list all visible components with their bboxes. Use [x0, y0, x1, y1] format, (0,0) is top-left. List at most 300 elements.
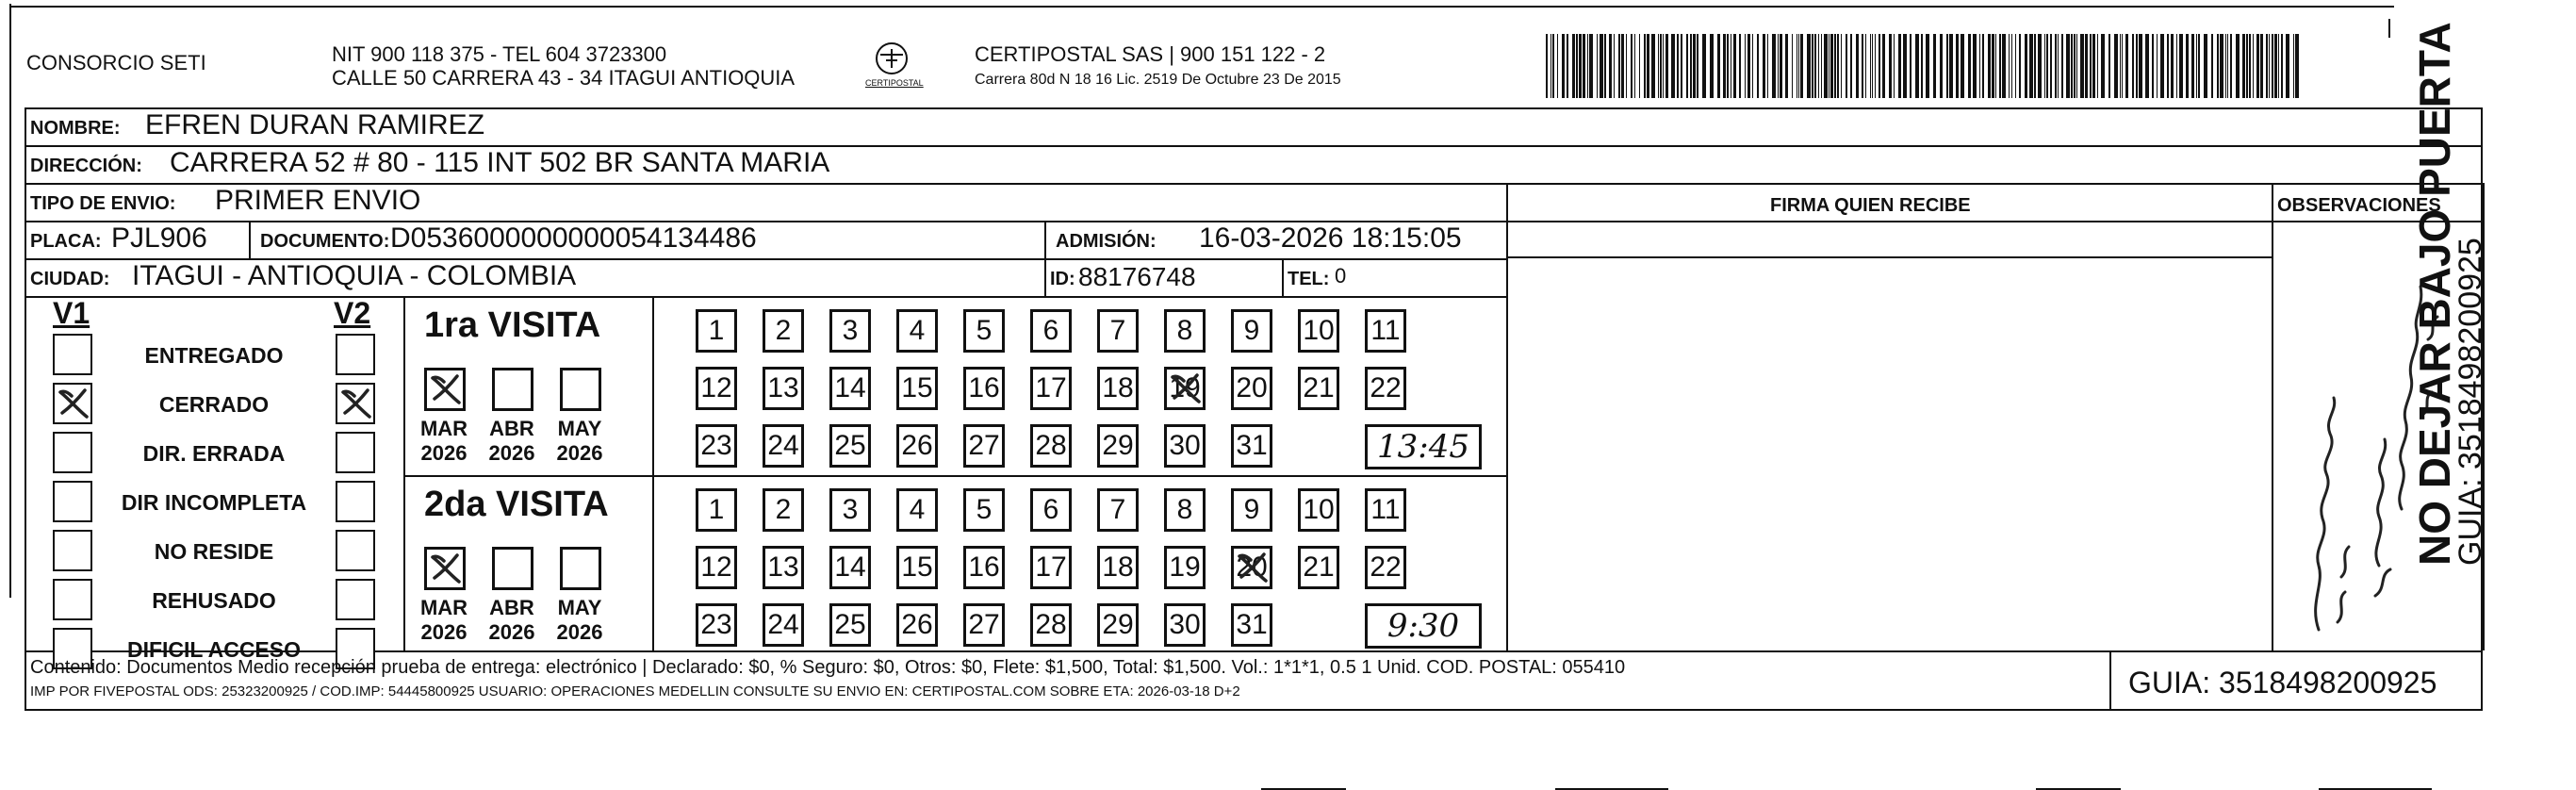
- barcode-bar: [1733, 34, 1736, 98]
- month-checkbox[interactable]: [560, 547, 601, 590]
- day-number: 4: [909, 315, 926, 346]
- barcode: [1546, 34, 2300, 98]
- day-number: 25: [834, 430, 866, 461]
- pen-x-mark: [55, 385, 92, 422]
- barcode-bar: [1600, 34, 1603, 98]
- id-label: ID:: [1050, 269, 1075, 289]
- barcode-bar: [2286, 34, 2289, 98]
- top-edge-line: [9, 6, 2394, 8]
- day-number: 21: [1303, 551, 1335, 583]
- status-checkbox-v2[interactable]: [336, 579, 375, 620]
- barcode-bar: [1870, 34, 1871, 98]
- day-cell[interactable]: [829, 546, 871, 589]
- certipostal-logo: [858, 40, 926, 96]
- row-line: [1506, 256, 2272, 258]
- col-line: [652, 296, 654, 650]
- day-number: 14: [834, 372, 866, 403]
- firma-header: FIRMA QUIEN RECIBE: [1770, 195, 1971, 216]
- day-cell[interactable]: [696, 546, 737, 589]
- month-checkbox[interactable]: [492, 547, 533, 590]
- barcode-bar: [1818, 34, 1819, 98]
- day-cell[interactable]: [1097, 488, 1139, 532]
- direccion-label: DIRECCIÓN:: [30, 156, 142, 176]
- day-number: 12: [700, 372, 732, 403]
- day-cell[interactable]: [1030, 367, 1072, 410]
- barcode-bar: [1589, 34, 1593, 98]
- barcode-bar: [2204, 34, 2207, 98]
- barcode-bar: [2160, 34, 2164, 98]
- barcode-bar: [1856, 34, 1859, 98]
- time-value: 9:30: [1386, 607, 1460, 645]
- col-line: [249, 221, 251, 258]
- status-checkbox-v2[interactable]: [336, 481, 375, 522]
- observaciones-header: OBSERVACIONES: [2277, 195, 2441, 216]
- day-cell[interactable]: [963, 488, 1005, 532]
- barcode-bar: [1557, 34, 1558, 98]
- barcode-bar: [1780, 34, 1782, 98]
- day-number: 10: [1303, 494, 1335, 525]
- day-number: 20: [1236, 551, 1268, 583]
- barcode-bar: [2186, 34, 2189, 98]
- year-label: 2026: [488, 620, 535, 644]
- month-label: ABR: [489, 596, 534, 619]
- day-cell[interactable]: [696, 488, 737, 532]
- status-checkbox-v1[interactable]: [53, 432, 92, 473]
- month-label: MAR: [419, 417, 468, 440]
- day-cell[interactable]: [1231, 424, 1272, 468]
- barcode-bar: [2198, 34, 2200, 98]
- month-label: MAR: [419, 596, 468, 619]
- day-number: 29: [1102, 609, 1134, 640]
- day-cell[interactable]: [829, 367, 871, 410]
- day-cell[interactable]: [896, 488, 938, 532]
- day-cell[interactable]: [963, 367, 1005, 410]
- barcode-bar: [1717, 34, 1720, 98]
- barcode-bar: [1850, 34, 1852, 98]
- barcode-bar: [1702, 34, 1706, 98]
- barcode-bar: [1686, 34, 1688, 98]
- day-cell[interactable]: [1298, 488, 1339, 532]
- day-cell[interactable]: [1030, 546, 1072, 589]
- day-number: 22: [1370, 372, 1402, 403]
- barcode-bar: [2029, 34, 2033, 98]
- month-checkbox[interactable]: [560, 368, 601, 411]
- v1-label: V1: [53, 296, 90, 330]
- day-number: 13: [767, 372, 799, 403]
- status-checkbox-v1[interactable]: [53, 530, 92, 571]
- day-cell[interactable]: [763, 367, 804, 410]
- status-label: DIFICIL ACCESO: [126, 637, 301, 662]
- visit1-time-box[interactable]: [1365, 424, 1482, 469]
- day-number: 18: [1102, 551, 1134, 583]
- barcode-bar: [1940, 34, 1943, 98]
- barcode-bar: [2076, 34, 2077, 98]
- barcode-bar: [1697, 34, 1698, 98]
- barcode-bar: [1587, 34, 1588, 98]
- col-line: [2272, 183, 2273, 650]
- day-number: 22: [1370, 551, 1402, 583]
- day-number: 4: [909, 494, 926, 525]
- barcode-bar: [2011, 34, 2012, 98]
- day-cell[interactable]: [763, 488, 804, 532]
- day-cell[interactable]: [763, 546, 804, 589]
- status-checkbox-v2[interactable]: [336, 530, 375, 571]
- day-cell[interactable]: [763, 603, 804, 647]
- day-number: 7: [1109, 494, 1126, 525]
- barcode-bar: [1546, 34, 1548, 98]
- barcode-bar: [2125, 34, 2128, 98]
- barcode-bar: [1992, 34, 1994, 98]
- barcode-bar: [2132, 34, 2134, 98]
- visit-divider: [403, 475, 1506, 477]
- day-cell[interactable]: [1231, 367, 1272, 410]
- day-number: 24: [767, 609, 799, 640]
- day-number: 27: [968, 430, 1000, 461]
- day-cell[interactable]: [696, 424, 737, 468]
- day-number: 15: [901, 551, 933, 583]
- day-cell[interactable]: [1365, 367, 1406, 410]
- status-checkbox-v2[interactable]: [336, 432, 375, 473]
- day-cell[interactable]: [829, 309, 871, 353]
- barcode-bar: [1898, 34, 1901, 98]
- barcode-bar: [1875, 34, 1876, 98]
- day-number: 2: [775, 494, 792, 525]
- col-line: [403, 296, 405, 650]
- day-number: 15: [901, 372, 933, 403]
- day-cell[interactable]: [1231, 488, 1272, 532]
- barcode-bar: [1745, 34, 1746, 98]
- barcode-bar: [1727, 34, 1729, 98]
- barcode-bar: [2281, 34, 2283, 98]
- day-cell[interactable]: [1030, 424, 1072, 468]
- day-cell[interactable]: [1030, 603, 1072, 647]
- barcode-bar: [2191, 34, 2194, 98]
- barcode-bar: [1572, 34, 1575, 98]
- barcode-bar: [1872, 34, 1873, 98]
- barcode-bar: [2230, 34, 2232, 98]
- carrier-line-1: CERTIPOSTAL SAS | 900 151 122 - 2: [975, 42, 1326, 66]
- barcode-bar: [2108, 34, 2110, 98]
- day-cell[interactable]: [696, 367, 737, 410]
- barcode-bar: [1693, 34, 1696, 98]
- barcode-bar: [2152, 34, 2154, 98]
- day-number: 5: [976, 315, 993, 346]
- year-label: 2026: [420, 441, 468, 465]
- footer-line-2: IMP POR FIVEPOSTAL ODS: 25323200925 / COD.IMP: 54445800925 USUARIO: OPERACIONES MEDELLIN CONSULTE SU ENVIO EN: CERTIPOSTAL.COM SOBRE ETA: 2026-03-18 D+2: [30, 683, 1240, 699]
- status-checkbox-v2[interactable]: [336, 383, 375, 424]
- day-cell[interactable]: [763, 424, 804, 468]
- barcode-bar: [1982, 34, 1984, 98]
- side-notice: NO DEJAR BAJO PUERTA: [2410, 22, 2459, 566]
- ciudad-value: ITAGUI - ANTIOQUIA - COLOMBIA: [132, 260, 577, 291]
- barcode-bar: [2061, 34, 2063, 98]
- day-cell[interactable]: [896, 603, 938, 647]
- year-label: 2026: [488, 441, 535, 465]
- barcode-bar: [1665, 34, 1668, 98]
- barcode-bar: [1618, 34, 1620, 98]
- day-cell[interactable]: [1365, 488, 1406, 532]
- barcode-bar: [1973, 34, 1977, 98]
- barcode-bar: [2253, 34, 2254, 98]
- barcode-bar: [1933, 34, 1936, 98]
- day-number: 17: [1035, 372, 1067, 403]
- barcode-bar: [1830, 34, 1833, 98]
- day-cell[interactable]: [1365, 309, 1406, 353]
- barcode-bar: [1968, 34, 1971, 98]
- barcode-bar: [2074, 34, 2076, 98]
- status-checkbox-v1[interactable]: [53, 383, 92, 424]
- barcode-bar: [1767, 34, 1768, 98]
- month-checkbox[interactable]: [492, 368, 533, 411]
- barcode-bar: [2246, 34, 2248, 98]
- barcode-bar: [1604, 34, 1606, 98]
- barcode-bar: [1915, 34, 1919, 98]
- barcode-bar: [1626, 34, 1627, 98]
- day-cell[interactable]: [963, 424, 1005, 468]
- day-cell[interactable]: [1097, 546, 1139, 589]
- day-number: 31: [1236, 609, 1268, 640]
- status-label: ENTREGADO: [144, 343, 284, 368]
- day-cell[interactable]: [1097, 309, 1139, 353]
- visit2-time-box[interactable]: [1365, 603, 1482, 649]
- day-cell[interactable]: [829, 488, 871, 532]
- day-number: 13: [767, 551, 799, 583]
- barcode-bar: [1579, 34, 1582, 98]
- barcode-bar: [1792, 34, 1793, 98]
- barcode-bar: [1747, 34, 1750, 98]
- barcode-bar: [1946, 34, 1948, 98]
- barcode-bar: [1949, 34, 1953, 98]
- month-label: MAY: [557, 417, 602, 440]
- day-cell[interactable]: [1164, 546, 1206, 589]
- barcode-bar: [1634, 34, 1635, 98]
- col-line: [2109, 650, 2111, 711]
- barcode-bar: [1614, 34, 1615, 98]
- barcode-bar: [2015, 34, 2016, 98]
- company-name: CONSORCIO SETI: [26, 51, 206, 74]
- barcode-bar: [1812, 34, 1813, 98]
- day-number: 23: [700, 430, 732, 461]
- barcode-bar: [2171, 34, 2174, 98]
- month-checkbox[interactable]: [424, 547, 466, 590]
- day-cell[interactable]: [1164, 488, 1206, 532]
- barcode-bar: [2266, 34, 2268, 98]
- pen-x-mark: [1234, 549, 1272, 586]
- day-cell[interactable]: [1298, 367, 1339, 410]
- barcode-bar: [2092, 34, 2095, 98]
- day-cell[interactable]: [1231, 309, 1272, 353]
- barcode-bar: [1837, 34, 1839, 98]
- day-cell[interactable]: [963, 546, 1005, 589]
- day-cell[interactable]: [763, 309, 804, 353]
- barcode-bar: [1889, 34, 1892, 98]
- barcode-bar: [2066, 34, 2070, 98]
- barcode-bar: [1677, 34, 1679, 98]
- day-cell[interactable]: [1231, 546, 1272, 589]
- day-cell[interactable]: [1097, 603, 1139, 647]
- day-number: 14: [834, 551, 866, 583]
- tipo-envio-value: PRIMER ENVIO: [215, 185, 421, 216]
- day-cell[interactable]: [1164, 309, 1206, 353]
- barcode-bar: [1921, 34, 1923, 98]
- day-number: 16: [968, 372, 1000, 403]
- barcode-bar: [1910, 34, 1911, 98]
- visit2-title: 2da VISITA: [424, 485, 609, 524]
- tipo-envio-label: TIPO DE ENVIO:: [30, 193, 176, 214]
- barcode-bar: [2046, 34, 2048, 98]
- day-cell[interactable]: [1365, 546, 1406, 589]
- barcode-bar: [1644, 34, 1646, 98]
- day-number: 2: [775, 315, 792, 346]
- day-number: 7: [1109, 315, 1126, 346]
- year-label: 2026: [556, 620, 603, 644]
- status-checkbox-v2[interactable]: [336, 334, 375, 375]
- day-number: 8: [1176, 494, 1193, 525]
- barcode-bar: [2058, 34, 2059, 98]
- barcode-bar: [2176, 34, 2177, 98]
- barcode-bar: [1995, 34, 1996, 98]
- barcode-bar: [1979, 34, 1980, 98]
- day-number: 10: [1303, 315, 1335, 346]
- day-cell[interactable]: [829, 603, 871, 647]
- day-cell[interactable]: [1164, 603, 1206, 647]
- status-label: NO RESIDE: [154, 539, 274, 564]
- col-line: [1044, 221, 1046, 296]
- barcode-bar: [1647, 34, 1649, 98]
- barcode-bar: [2085, 34, 2088, 98]
- barcode-bar: [2080, 34, 2084, 98]
- day-number: 1: [708, 494, 725, 525]
- day-number: 19: [1169, 551, 1201, 583]
- barcode-bar: [1658, 34, 1659, 98]
- barcode-bar: [2120, 34, 2121, 98]
- barcode-bar: [2211, 34, 2213, 98]
- status-checkbox-v1[interactable]: [53, 334, 92, 375]
- day-number: 1: [708, 315, 725, 346]
- tel-value: 0: [1335, 264, 1347, 288]
- barcode-bar: [2044, 34, 2045, 98]
- status-label: DIR INCOMPLETA: [121, 490, 307, 515]
- day-number: 19: [1169, 372, 1201, 403]
- barcode-bar: [2050, 34, 2052, 98]
- barcode-bar: [2220, 34, 2223, 98]
- barcode-bar: [2136, 34, 2138, 98]
- day-number: 11: [1370, 315, 1401, 346]
- day-number: 9: [1243, 494, 1260, 525]
- day-number: 3: [842, 494, 859, 525]
- day-number: 3: [842, 315, 859, 346]
- day-number: 26: [901, 609, 933, 640]
- barcode-bar: [1651, 34, 1655, 98]
- day-number: 24: [767, 430, 799, 461]
- day-cell[interactable]: [896, 309, 938, 353]
- status-checkbox-v1[interactable]: [53, 481, 92, 522]
- footer-line-1: Contenido: Documentos Medio recepción prueba de entrega: electrónico | Declarado: $0, % Seguro: $0, Otros: $0, Flete: $1,500, Total: $1,500. Vol.: 1*1*1, 0.5 1 Unid. COD. POSTAL: 055410: [30, 657, 1626, 678]
- barcode-bar: [2139, 34, 2142, 98]
- day-number: 28: [1035, 609, 1067, 640]
- barcode-bar: [2242, 34, 2245, 98]
- documento-value: D0536000000000054134486: [390, 222, 757, 254]
- row-line: [25, 296, 1506, 298]
- day-cell[interactable]: [963, 603, 1005, 647]
- admision-value: 16-03-2026 18:15:05: [1199, 222, 1462, 254]
- barcode-bar: [2002, 34, 2006, 98]
- day-number: 30: [1169, 609, 1201, 640]
- barcode-bar: [2167, 34, 2169, 98]
- pen-x-mark: [1167, 370, 1205, 407]
- placa-value: PJL906: [111, 222, 207, 254]
- day-cell[interactable]: [1030, 488, 1072, 532]
- day-cell[interactable]: [963, 309, 1005, 353]
- barcode-bar: [2249, 34, 2251, 98]
- footer-guia: GUIA: 3518498200925: [2128, 666, 2437, 699]
- month-checkbox[interactable]: [424, 368, 466, 411]
- barcode-bar: [1772, 34, 1776, 98]
- barcode-bar: [1798, 34, 1799, 98]
- day-cell[interactable]: [1298, 546, 1339, 589]
- day-cell[interactable]: [896, 367, 938, 410]
- day-number: 28: [1035, 430, 1067, 461]
- barcode-bar: [1926, 34, 1929, 98]
- status-checkbox-v1[interactable]: [53, 579, 92, 620]
- barcode-bar: [1824, 34, 1828, 98]
- barcode-bar: [1710, 34, 1714, 98]
- barcode-bar: [1961, 34, 1964, 98]
- day-cell[interactable]: [1164, 424, 1206, 468]
- barcode-bar: [1609, 34, 1612, 98]
- day-cell[interactable]: [1231, 603, 1272, 647]
- nombre-label: NOMBRE:: [30, 118, 121, 139]
- day-cell[interactable]: [829, 424, 871, 468]
- barcode-bar: [2225, 34, 2226, 98]
- barcode-bar: [2293, 34, 2294, 98]
- day-cell[interactable]: [896, 424, 938, 468]
- barcode-bar: [1956, 34, 1959, 98]
- day-number: 25: [834, 609, 866, 640]
- month-label: MAY: [557, 596, 602, 619]
- day-cell[interactable]: [1298, 309, 1339, 353]
- day-cell[interactable]: [696, 603, 737, 647]
- day-cell[interactable]: [1164, 367, 1206, 410]
- day-number: 8: [1176, 315, 1193, 346]
- barcode-bar: [1821, 34, 1822, 98]
- status-label: CERRADO: [158, 392, 270, 417]
- barcode-bar: [1639, 34, 1640, 98]
- day-number: 30: [1169, 430, 1201, 461]
- time-value: 13:45: [1377, 428, 1469, 466]
- day-number: 12: [700, 551, 732, 583]
- day-cell[interactable]: [1030, 309, 1072, 353]
- barcode-bar: [1660, 34, 1662, 98]
- day-cell[interactable]: [1097, 424, 1139, 468]
- day-number: 5: [976, 494, 993, 525]
- day-number: 6: [1042, 315, 1059, 346]
- col-line: [1506, 183, 1508, 650]
- day-cell[interactable]: [896, 546, 938, 589]
- barcode-bar: [2019, 34, 2021, 98]
- barcode-bar: [2097, 34, 2098, 98]
- day-number: 31: [1236, 430, 1268, 461]
- barcode-bar: [1807, 34, 1811, 98]
- barcode-bar: [2196, 34, 2197, 98]
- logo-caption: CERTIPOSTAL: [865, 78, 924, 88]
- barcode-bar: [1681, 34, 1682, 98]
- day-cell[interactable]: [696, 309, 737, 353]
- barcode-bar: [1865, 34, 1866, 98]
- barcode-bar: [1785, 34, 1788, 98]
- day-number: 27: [968, 609, 1000, 640]
- day-cell[interactable]: [1097, 367, 1139, 410]
